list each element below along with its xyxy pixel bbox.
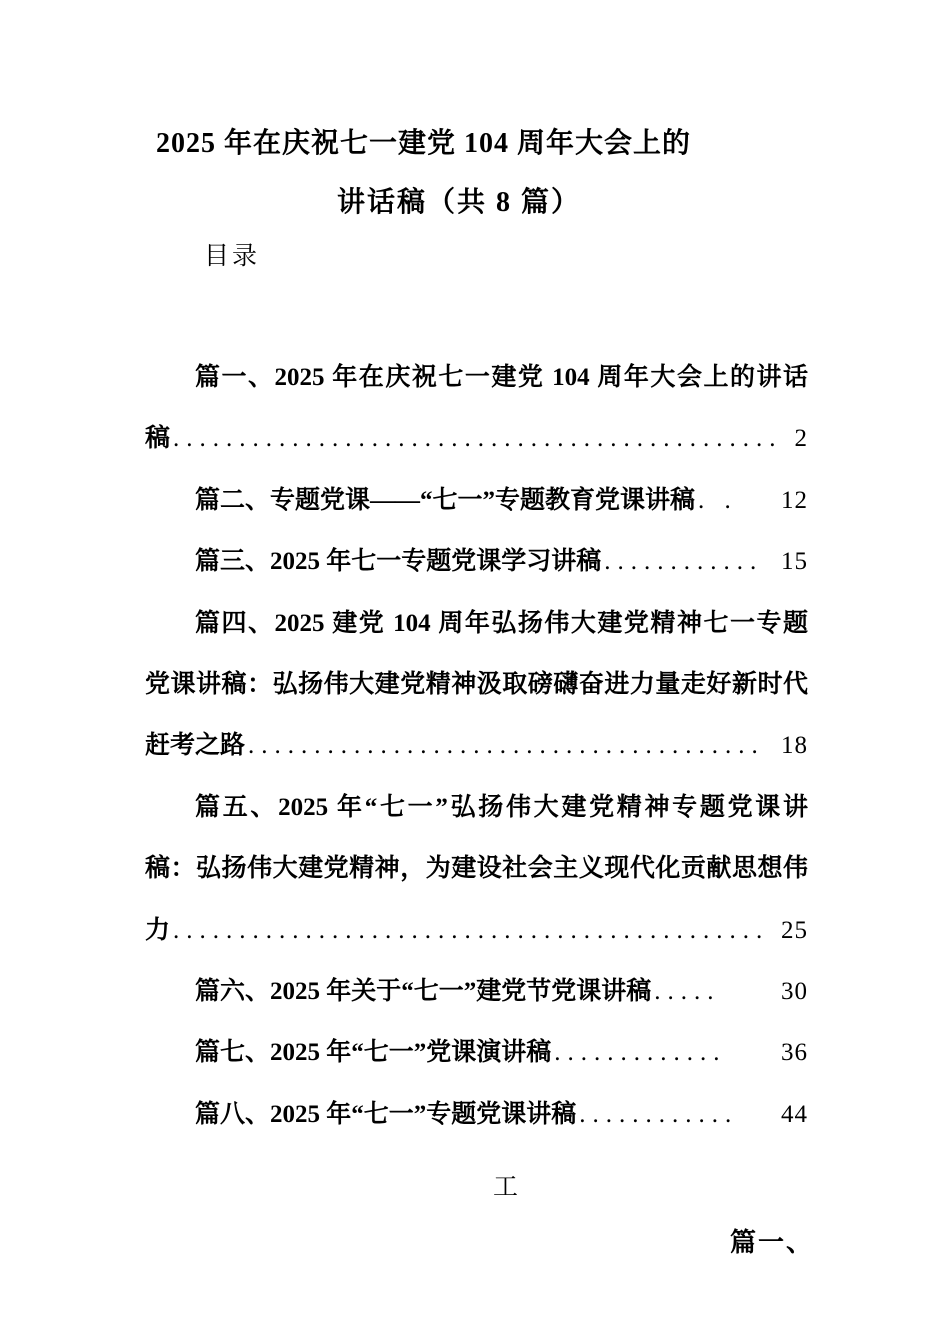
toc-dot-leader: ............: [604, 548, 764, 576]
toc-entry-text: 篇七、2025 年“七一”党课演讲稿: [195, 1039, 552, 1067]
toc-entry-text: 稿：弘扬伟大建党精神，为建设社会主义现代化贡献思想伟: [145, 855, 808, 883]
page-number-marker: 工: [493, 1174, 519, 1201]
toc-entry-text: 力: [145, 916, 171, 944]
toc-entry-4-line[interactable]: [145, 715, 808, 776]
toc-dot-leader: . .: [698, 486, 738, 514]
toc-entry-3-line[interactable]: [145, 531, 808, 592]
toc-dot-leader: .......................................: [248, 732, 765, 760]
toc-dot-leader: ..............................................: [173, 425, 783, 453]
toc-entry-text: 篇一、2025 年在庆祝七一建党 104 周年大会上的讲话: [195, 364, 808, 391]
toc-entry-text: 篇八、2025 年“七一”专题党课讲稿: [195, 1100, 577, 1128]
toc-entry-text: 赶考之路: [145, 732, 246, 760]
toc-entry-text: 篇二、专题党课——“七一”专题教育党课讲稿: [195, 486, 696, 514]
toc-entry-8-line[interactable]: [145, 1084, 808, 1145]
toc-page-number: 44: [781, 1100, 808, 1128]
toc-page-number: 25: [781, 916, 808, 944]
toc-page-number: 12: [781, 486, 808, 514]
toc-entry-5-line[interactable]: [145, 777, 808, 838]
toc-entry-1-line[interactable]: [145, 408, 808, 469]
toc-page-number: 30: [781, 977, 808, 1005]
toc-entry-5-line[interactable]: [145, 838, 808, 899]
toc-entry-7-line[interactable]: [145, 1022, 808, 1083]
toc-entry-2-line[interactable]: [145, 470, 808, 531]
toc-page-number: 36: [781, 1039, 808, 1067]
toc-page-number: 15: [781, 548, 808, 576]
toc-dot-leader: .............................................: [173, 916, 770, 944]
toc-entry-text: 篇六、2025 年关于“七一”建党节党课讲稿: [195, 977, 652, 1005]
toc-entry-text: 篇三、2025 年七一专题党课学习讲稿: [195, 548, 602, 576]
toc-entry-text: 篇五、2025 年“七一”弘扬伟大建党精神专题党课讲: [195, 793, 808, 821]
toc-entry-6-line[interactable]: [145, 961, 808, 1022]
toc-entry-text: 党课讲稿：弘扬伟大建党精神汲取磅礴奋进力量走好新时代: [145, 670, 808, 698]
toc-dot-leader: .............: [554, 1039, 727, 1067]
toc-entry-4-line[interactable]: [145, 593, 808, 654]
toc-entry-1-line[interactable]: [145, 347, 808, 408]
toc-page-number: 18: [781, 732, 808, 760]
toc-page-number: 2: [794, 425, 808, 453]
next-section-label: 篇一、: [730, 1228, 815, 1257]
toc-dot-leader: .....: [654, 977, 721, 1005]
document-title-line1: 2025 年在庆祝七一建党 104 周年大会上的: [156, 128, 692, 159]
toc-heading: 目录: [204, 243, 261, 270]
toc-entry-text: 稿: [145, 425, 171, 453]
toc-list: [145, 347, 808, 1145]
document-title-line2: 讲话稿（共 8 篇）: [337, 187, 582, 218]
toc-entry-5-line[interactable]: [145, 900, 808, 961]
toc-entry-text: 篇四、2025 建党 104 周年弘扬伟大建党精神七一专题: [195, 609, 808, 637]
toc-dot-leader: ............: [579, 1100, 739, 1128]
toc-entry-4-line[interactable]: [145, 654, 808, 715]
